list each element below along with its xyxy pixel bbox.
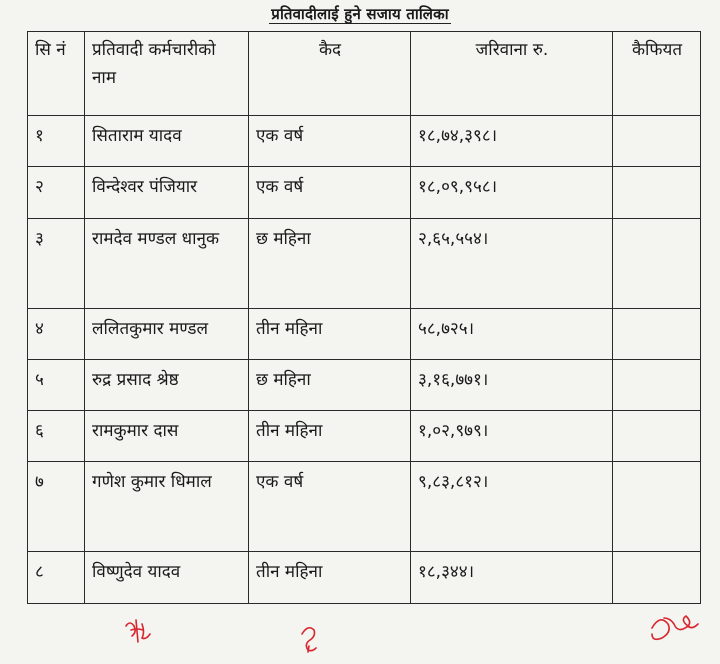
- cell-name: विन्देश्वर पंजियार: [85, 167, 249, 219]
- cell-sn: १: [28, 116, 85, 167]
- header-sn: सि नं: [28, 32, 85, 116]
- penalty-table: [27, 31, 701, 604]
- cell-fine: ९,८३,८१२।: [411, 462, 613, 552]
- cell-fine: ३,१६,७७१।: [411, 360, 613, 411]
- cell-fine: २,६५,५५४।: [411, 219, 613, 309]
- cell-imprisonment: छ महिना: [249, 219, 411, 309]
- cell-remarks: [613, 552, 701, 604]
- cell-name: ललितकुमार मण्डल: [85, 309, 249, 360]
- cell-sn: ८: [28, 552, 85, 604]
- table-row: [28, 552, 701, 604]
- cell-remarks: [613, 462, 701, 552]
- table-row: [28, 309, 701, 360]
- cell-sn: ६: [28, 411, 85, 462]
- cell-imprisonment: तीन महिना: [249, 309, 411, 360]
- cell-imprisonment: तीन महिना: [249, 552, 411, 604]
- header-name: प्रतिवादी कर्मचारीको नाम: [85, 32, 249, 116]
- cell-name: रामकुमार दास: [85, 411, 249, 462]
- signature-middle: [302, 628, 316, 652]
- cell-name: सिताराम यादव: [85, 116, 249, 167]
- cell-name: गणेश कुमार धिमाल: [85, 462, 249, 552]
- cell-sn: ५: [28, 360, 85, 411]
- cell-fine: १८,३४४।: [411, 552, 613, 604]
- header-imprisonment: कैद: [249, 32, 411, 116]
- cell-fine: १८,७४,३९८।: [411, 116, 613, 167]
- cell-name: विष्णुदेव यादव: [85, 552, 249, 604]
- cell-name: रामदेव मण्डल धानुक: [85, 219, 249, 309]
- cell-imprisonment: एक वर्ष: [249, 167, 411, 219]
- table-row: [28, 462, 701, 552]
- cell-sn: ७: [28, 462, 85, 552]
- cell-remarks: [613, 219, 701, 309]
- table-row: [28, 219, 701, 309]
- cell-remarks: [613, 411, 701, 462]
- document-title: प्रतिवादीलाई हुने सजाय तालिका: [271, 5, 449, 23]
- signature-right: [652, 616, 698, 639]
- cell-remarks: [613, 309, 701, 360]
- table-row: [28, 167, 701, 219]
- cell-sn: ३: [28, 219, 85, 309]
- cell-sn: २: [28, 167, 85, 219]
- cell-imprisonment: छ महिना: [249, 360, 411, 411]
- signature-left: [126, 620, 150, 642]
- cell-imprisonment: तीन महिना: [249, 411, 411, 462]
- signature-marks: [0, 600, 720, 664]
- cell-fine: ५८,७२५।: [411, 309, 613, 360]
- table-row: [28, 360, 701, 411]
- cell-imprisonment: एक वर्ष: [249, 116, 411, 167]
- header-remarks: कैफियत: [613, 32, 701, 116]
- cell-imprisonment: एक वर्ष: [249, 462, 411, 552]
- cell-name: रुद्र प्रसाद श्रेष्ठ: [85, 360, 249, 411]
- table-row: [28, 411, 701, 462]
- cell-remarks: [613, 167, 701, 219]
- cell-fine: १,०२,९७९।: [411, 411, 613, 462]
- cell-fine: १८,०९,९५८।: [411, 167, 613, 219]
- table-row: [28, 116, 701, 167]
- cell-remarks: [613, 360, 701, 411]
- header-fine: जरिवाना रु.: [411, 32, 613, 116]
- cell-sn: ४: [28, 309, 85, 360]
- table-header-row: [28, 32, 701, 116]
- cell-remarks: [613, 116, 701, 167]
